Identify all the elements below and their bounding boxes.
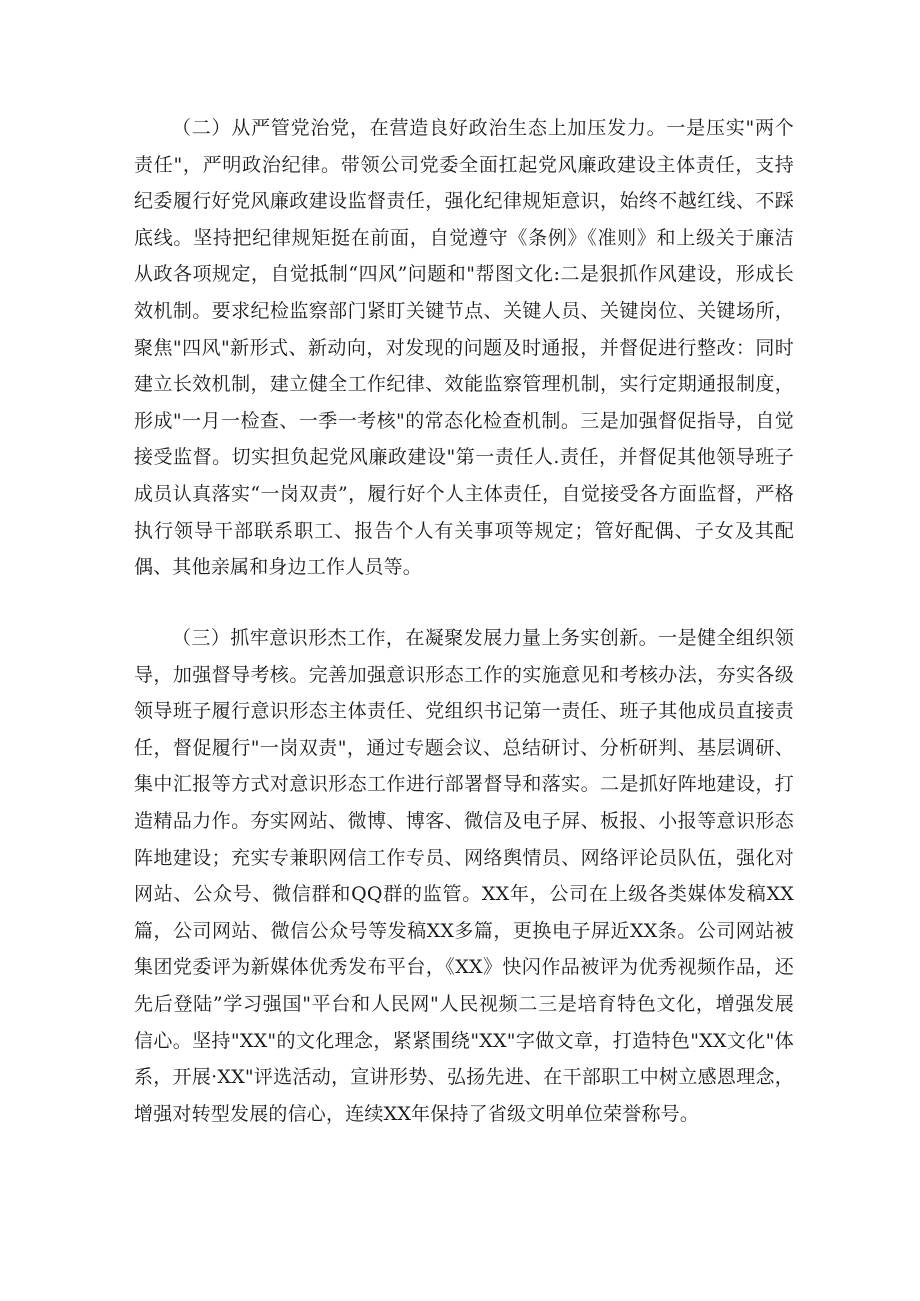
paragraph-section-2: （二）从严管党治党，在营造良好政治生态上加压发力。一是压实"两个责任"，严明政治纪律。带领公司党委全面扛起党风廉政建设主体责任，支持纪委履行好党风廉政建设监督责任，强化纪律规矩意识，始终不越红线、不踩底线。坚持把纪律规矩挺在前面，自觉遵守《条例》《准则》和上级关于廉洁从政各项规定，自觉抵制“四风”问题和"帮图文化:二是狠抓作风建设，形成长效机制。要求纪检监察部门紧盯关键节点、关键人员、关键岗位、关键场所，聚焦"四风"新形式、新动向，对发现的问题及时通报，并督促进行整改：同时建立长效机制，建立健全工作纪律、效能监察管理机制，实行定期通报制度，形成"一月一检查、一季一考核"的常态化检查机制。三是加强督促指导，自觉接受监督。切实担负起党风廉政建设"第一责任人.责任，并督促其他领导班子成员认真落实“一岗双责”，履行好个人主体责任，自觉接受各方面监督，严格执行领导干部联系职工、报告个人有关事项等规定；管好配偶、子女及其配偶、其他亲属和身边工作人员等。 <box>134 117 794 579</box>
paragraph-section-3: （三）抓牢意识形杰工作，在凝聚发展力量上务实创新。一是健全组织领导，加强督导考核。完善加强意识形态工作的实施意见和考核办法，夯实各级领导班子履行意识形态主体责任、党组织书记第一责任、班子其他成员直接责任，督促履行"一岗双责"，通过专题会议、总结研讨、分析研判、基层调研、集中汇报等方式对意识形态工作进行部署督导和落实。二是抓好阵地建设，打造精品力作。夯实网站、微博、博客、微信及电子屏、板报、小报等意识形态阵地建设；充实专兼职网信工作专员、网络舆情员、网络评论员队伍，强化对网站、公众号、微信群和QQ群的监管。XX年，公司在上级各类媒体发稿XX篇，公司网站、微信公众号等发稿XX多篇，更换电子屏近XX条。公司网站被集团党委评为新媒体优秀发布平台，《XX》快闪作品被评为优秀视频作品，还先后登陆”学习强国"平台和人民网"人民视频二三是培育特色文化，增强发展信心。坚持"XX"的文化理念，紧紧围绕"XX"字做文章，打造特色"XX文化"体系，开展·XX"评选活动，宣讲形势、弘扬先进、在干部职工中树立感恩理念，增强对转型发展的信心，连续XX年保持了省级文明单位荣誉称号。 <box>134 627 794 1125</box>
